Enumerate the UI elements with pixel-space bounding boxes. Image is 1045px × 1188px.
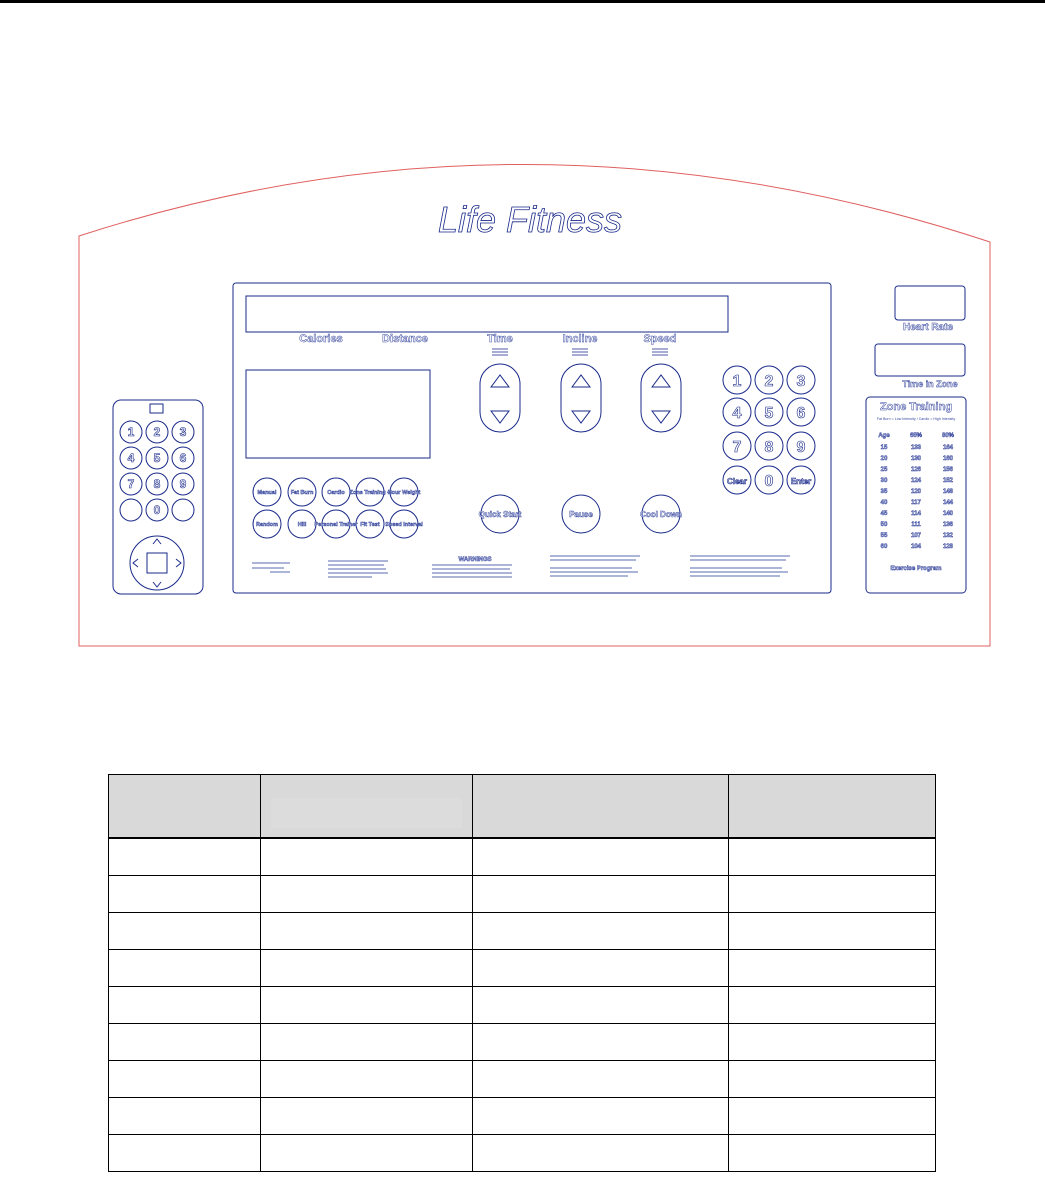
warnings-title: WARNINGS	[458, 557, 492, 563]
heart-rate-label: Heart Rate	[902, 322, 954, 333]
svg-text:Hour Weight: Hour Weight	[387, 490, 421, 496]
table-cell	[109, 838, 261, 876]
zone-table-header: Age	[878, 433, 890, 439]
table-cell	[260, 987, 472, 1024]
svg-text:Hill: Hill	[297, 522, 307, 528]
zone-table-cell: 136	[942, 522, 954, 528]
zone-table-cell: 126	[910, 467, 922, 473]
table-cell	[473, 1135, 729, 1172]
remote-key-3: 3	[179, 425, 187, 439]
table-cell	[109, 1061, 261, 1098]
table-row	[109, 1061, 936, 1098]
svg-text:4: 4	[732, 405, 742, 422]
table-row	[109, 987, 936, 1024]
svg-text:5: 5	[764, 405, 774, 422]
remote-dpad	[130, 536, 184, 590]
table-header-cell	[473, 775, 729, 839]
zone-table-cell: 107	[910, 533, 922, 539]
svg-text:0: 0	[764, 473, 774, 490]
main-panel	[233, 283, 831, 593]
zone-training-subtitle: Fat Burn = Low Intensity / Cardio = High Intensity	[876, 417, 956, 421]
svg-text:Enter: Enter	[790, 477, 812, 486]
table-header-row	[109, 775, 936, 839]
fine-print	[252, 556, 790, 577]
remote-key-8: 8	[153, 477, 161, 491]
remote-key-4: 4	[127, 451, 135, 465]
label-indicators	[492, 349, 668, 355]
table-row	[109, 913, 936, 950]
zone-training-card	[866, 397, 966, 593]
zone-table-cell: 132	[942, 533, 954, 539]
table-cell	[473, 987, 729, 1024]
table-cell	[260, 1024, 472, 1061]
zone-table-cell: 20	[880, 456, 888, 462]
svg-text:Clear: Clear	[726, 477, 748, 486]
message-display	[246, 296, 728, 332]
svg-text:Fat Burn: Fat Burn	[290, 490, 314, 496]
table-cell	[260, 876, 472, 913]
table-cell	[473, 950, 729, 987]
svg-text:6: 6	[796, 405, 806, 422]
label-calories: Calories	[299, 333, 343, 345]
heart-rate-display	[895, 286, 965, 320]
time-in-zone-label: Time in Zone	[902, 379, 958, 389]
svg-text:3: 3	[796, 373, 806, 390]
zone-table-header: 65%	[909, 433, 923, 439]
zone-table-cell: 114	[911, 511, 921, 517]
zone-table-cell: 144	[942, 500, 954, 506]
table-cell	[260, 1098, 472, 1135]
svg-text:7: 7	[732, 439, 742, 456]
table-cell	[473, 838, 729, 876]
time-in-zone-display	[875, 344, 965, 376]
svg-text:Fit Test: Fit Test	[360, 522, 380, 528]
table-cell	[728, 913, 935, 950]
remote-key-6: 6	[179, 451, 187, 465]
table-cell	[260, 950, 472, 987]
zone-table-cell: 25	[880, 467, 888, 473]
svg-text:Manual: Manual	[257, 490, 277, 496]
zone-table-cell: 55	[880, 533, 888, 539]
zone-table-cell: 160	[942, 456, 954, 462]
quick-start-label: Quick Start	[478, 510, 522, 519]
table-row	[109, 838, 936, 876]
program-keys	[253, 478, 418, 538]
table-cell	[109, 1024, 261, 1061]
remote-key-7: 7	[127, 477, 135, 491]
graph-display	[246, 370, 430, 458]
zone-table-cell: 50	[880, 522, 888, 528]
table-cell	[260, 913, 472, 950]
zone-table-cell: 35	[880, 489, 888, 495]
zone-table-cell: 60	[880, 544, 888, 550]
remote-key-2: 2	[153, 425, 161, 439]
table-row	[109, 1024, 936, 1061]
remote-top-icon	[150, 404, 163, 413]
zone-table-cell: 30	[880, 478, 888, 484]
cool-down-label: Cool Down	[640, 510, 682, 519]
table-cell	[728, 1098, 935, 1135]
table-cell	[260, 1061, 472, 1098]
zone-table-cell: 45	[880, 511, 888, 517]
remote-key-9: 9	[179, 477, 187, 491]
table-row	[109, 950, 936, 987]
table-cell	[473, 1024, 729, 1061]
svg-text:1: 1	[732, 373, 742, 390]
incline-adjust	[561, 364, 601, 432]
table-cell	[109, 913, 261, 950]
zone-table-cell: 124	[910, 478, 922, 484]
zone-table-cell: 120	[910, 489, 922, 495]
table-cell	[109, 1135, 261, 1172]
zone-table-cell: 111	[911, 522, 921, 528]
remote-key-1: 1	[127, 425, 135, 439]
table-row	[109, 876, 936, 913]
zone-table-cell: 156	[942, 467, 954, 473]
svg-text:9: 9	[796, 439, 806, 456]
data-table	[108, 774, 936, 1172]
table-cell	[109, 987, 261, 1024]
remote-key-5: 5	[153, 451, 161, 465]
brand-logo: Life Fitness	[437, 199, 623, 240]
table-body	[109, 838, 936, 1172]
svg-text:8: 8	[764, 439, 774, 456]
zone-table-cell: 104	[910, 544, 922, 550]
zone-training-footer: Exercise Program	[890, 566, 942, 572]
pause-label: Pause	[569, 510, 593, 519]
zone-table-cell: 148	[942, 489, 954, 495]
table-cell	[109, 950, 261, 987]
table-cell	[109, 876, 261, 913]
remote-key-0: 0	[153, 503, 161, 517]
svg-text:Speed Interval: Speed Interval	[385, 522, 423, 528]
svg-text:2: 2	[764, 373, 774, 390]
zone-table-cell: 15	[880, 445, 888, 451]
zone-table-cell: 133	[910, 445, 922, 451]
zone-training-table	[878, 433, 954, 550]
zone-table-cell: 130	[910, 456, 922, 462]
label-time: Time	[487, 333, 513, 345]
table-cell	[728, 987, 935, 1024]
table-cell	[728, 1024, 935, 1061]
table-header-cell	[728, 775, 935, 839]
table-cell	[473, 1061, 729, 1098]
zone-table-cell: 40	[880, 500, 888, 506]
svg-text:Random: Random	[256, 522, 278, 528]
time-adjust	[480, 364, 520, 432]
table-row	[109, 1098, 936, 1135]
zone-table-cell: 117	[911, 500, 921, 506]
table-cell	[728, 1135, 935, 1172]
label-distance: Distance	[382, 333, 428, 345]
svg-text:Zone Training +: Zone Training +	[349, 490, 391, 496]
table-cell	[109, 1098, 261, 1135]
table-cell	[473, 913, 729, 950]
table-header-cell	[109, 775, 261, 839]
zone-table-header: 80%	[941, 433, 955, 439]
label-incline: Incline	[562, 333, 598, 345]
table-cell	[728, 1061, 935, 1098]
zone-table-cell: 128	[942, 544, 954, 550]
table-cell	[473, 1098, 729, 1135]
table-cell	[260, 1135, 472, 1172]
speed-adjust	[641, 364, 681, 432]
table-cell	[728, 950, 935, 987]
table-header-cell	[260, 775, 472, 839]
zone-table-cell: 152	[942, 478, 954, 484]
zone-training-title: Zone Training	[879, 401, 953, 413]
svg-text:Personal Trainer: Personal Trainer	[314, 522, 358, 528]
table-cell	[473, 876, 729, 913]
table-cell	[260, 838, 472, 876]
zone-table-cell: 140	[942, 511, 954, 517]
zone-table-cell: 164	[942, 445, 954, 451]
keypad-labels	[727, 373, 811, 490]
table-cell	[728, 838, 935, 876]
table-row	[109, 1135, 936, 1172]
table-cell	[728, 876, 935, 913]
label-speed: Speed	[643, 333, 677, 345]
svg-text:Cardio: Cardio	[327, 490, 345, 496]
